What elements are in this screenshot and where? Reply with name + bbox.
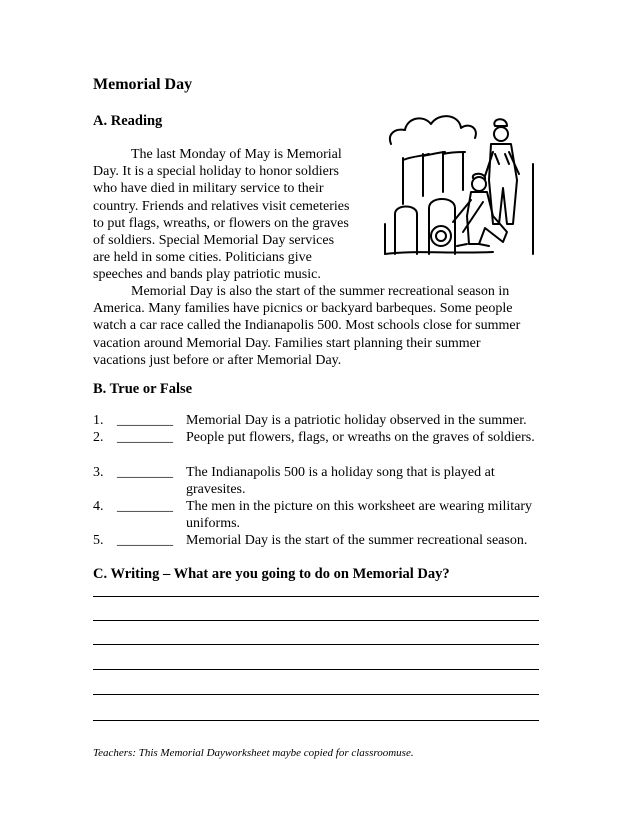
writing-line[interactable] [93, 620, 539, 621]
reading-heading: A. Reading [93, 113, 163, 129]
reading-line: are held in some cities. Politicians give [93, 250, 312, 266]
list-item [93, 464, 553, 498]
list-item [93, 498, 553, 532]
reading-line: watch a car race called the Indianapolis 500. Most schools close for summer [93, 318, 521, 334]
reading-line: vacation around Memorial Day. Families start planning their summer [93, 335, 481, 351]
writing-line[interactable] [93, 644, 539, 645]
reading-line: America. Many families have picnics or backyard barbeques. Some people [93, 301, 513, 317]
reading-line: vacations just before or after Memorial Day. [93, 352, 342, 368]
item-statement: Memorial Day is the start of the summer recreational season. [186, 533, 528, 549]
reading-paragraph-1 [93, 146, 383, 284]
item-statement: Memorial Day is a patriotic holiday observed in the summer. [186, 413, 527, 428]
memorial-illustration [383, 104, 547, 276]
answer-blank[interactable]: ________ [117, 413, 173, 428]
answer-blank[interactable]: ________ [117, 498, 173, 514]
true-false-heading: B. True or False [93, 381, 193, 397]
writing-heading: C. Writing – What are you going to do on Memorial Day? [93, 566, 450, 582]
list-item [93, 429, 553, 463]
teacher-note: Teachers: This Memorial Dayworksheet maybe copied for classroomuse. [93, 747, 414, 759]
item-statement: The men in the picture on this worksheet are wearing military uniforms. [186, 498, 533, 532]
writing-line[interactable] [93, 596, 539, 597]
true-false-list [93, 412, 553, 550]
reading-line: who have died in military service to their [93, 181, 324, 197]
list-item [93, 412, 553, 429]
reading-line: of soldiers. Special Memorial Day services [93, 233, 335, 249]
item-statement: The Indianapolis 500 is a holiday song that is played at gravesites. [186, 464, 495, 497]
page-title: Memorial Day [93, 76, 193, 93]
writing-line[interactable] [93, 694, 539, 695]
reading-paragraph-2 [93, 283, 553, 369]
writing-line[interactable] [93, 669, 539, 670]
item-number: 2. [93, 430, 104, 446]
reading-line: to put flags, wreaths, or flowers on the graves [93, 215, 349, 231]
writing-line[interactable] [93, 720, 539, 721]
reading-line: The last Monday of May is Memorial [131, 147, 342, 162]
reading-line: Memorial Day is also the start of the summer recreational season in [131, 284, 510, 299]
item-number: 3. [93, 464, 104, 480]
answer-blank[interactable]: ________ [117, 430, 173, 446]
item-number: 4. [93, 498, 104, 514]
item-statement: People put flowers, flags, or wreaths on the graves of soldiers. [186, 430, 535, 446]
item-number: 5. [93, 533, 104, 549]
answer-blank[interactable]: ________ [117, 464, 173, 480]
reading-line: speeches and bands play patriotic music. [93, 267, 321, 283]
reading-line: Day. It is a special holiday to honor soldiers [93, 164, 339, 180]
answer-blank[interactable]: ________ [117, 533, 173, 549]
reading-line: country. Friends and relatives visit cemeteries [93, 198, 350, 214]
list-item [93, 532, 553, 549]
item-number: 1. [93, 413, 104, 428]
